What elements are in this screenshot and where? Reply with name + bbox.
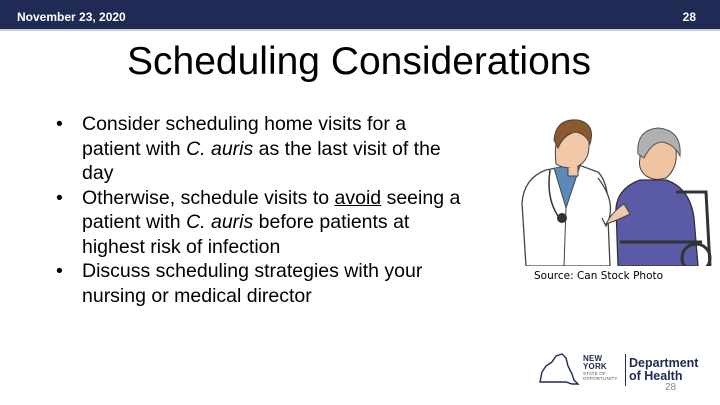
nys-doh-logo — [536, 350, 716, 390]
bullet-item — [56, 259, 466, 308]
logo-tagline-2: OPPORTUNITY — [583, 376, 618, 381]
department-of-health-wordmark — [629, 357, 698, 383]
new-york-state-map-icon — [536, 352, 580, 388]
header-bar — [0, 0, 720, 31]
bullet-text: Otherwise, schedule visits to — [82, 186, 335, 209]
slide-title: Scheduling Considerations — [127, 40, 591, 83]
logo-of-health-text: of Health — [629, 369, 683, 383]
bullet-text: Discuss scheduling strategies with your nursing or medical director — [82, 260, 423, 307]
logo-divider — [625, 354, 626, 386]
bullet-dot: • — [56, 186, 63, 209]
doctor-patient-illustration — [506, 108, 716, 266]
bullet-text: as the last visit of the day — [82, 137, 441, 184]
bullet-item — [56, 186, 466, 260]
slide-date: November 23, 2020 — [17, 10, 126, 24]
logo-york-text: YORK — [583, 362, 607, 371]
bullet-item — [56, 112, 466, 186]
bullet-italic-text: C. auris — [186, 211, 254, 233]
bullet-text: Consider scheduling home visits for a patient with — [82, 113, 407, 160]
footer-page-number: 28 — [665, 382, 677, 393]
bullet-dot: • — [56, 260, 63, 282]
bullet-underlined-text: avoid — [334, 186, 382, 209]
image-credit: Source: Can Stock Photo — [534, 270, 664, 282]
logo-tagline-1: STATE OF — [583, 371, 606, 376]
bullet-italic-text: C. auris — [186, 137, 254, 160]
bullet-dot: • — [56, 113, 63, 135]
logo-new-text: NEW — [583, 354, 603, 363]
bullet-text: seeing a patient with — [82, 186, 461, 233]
bullet-text: before patients at highest risk of infection — [82, 211, 410, 258]
logo-department-text: Department — [629, 356, 699, 370]
slide-number: 28 — [682, 10, 696, 24]
nys-wordmark — [583, 355, 618, 381]
bullet-list — [56, 112, 466, 308]
